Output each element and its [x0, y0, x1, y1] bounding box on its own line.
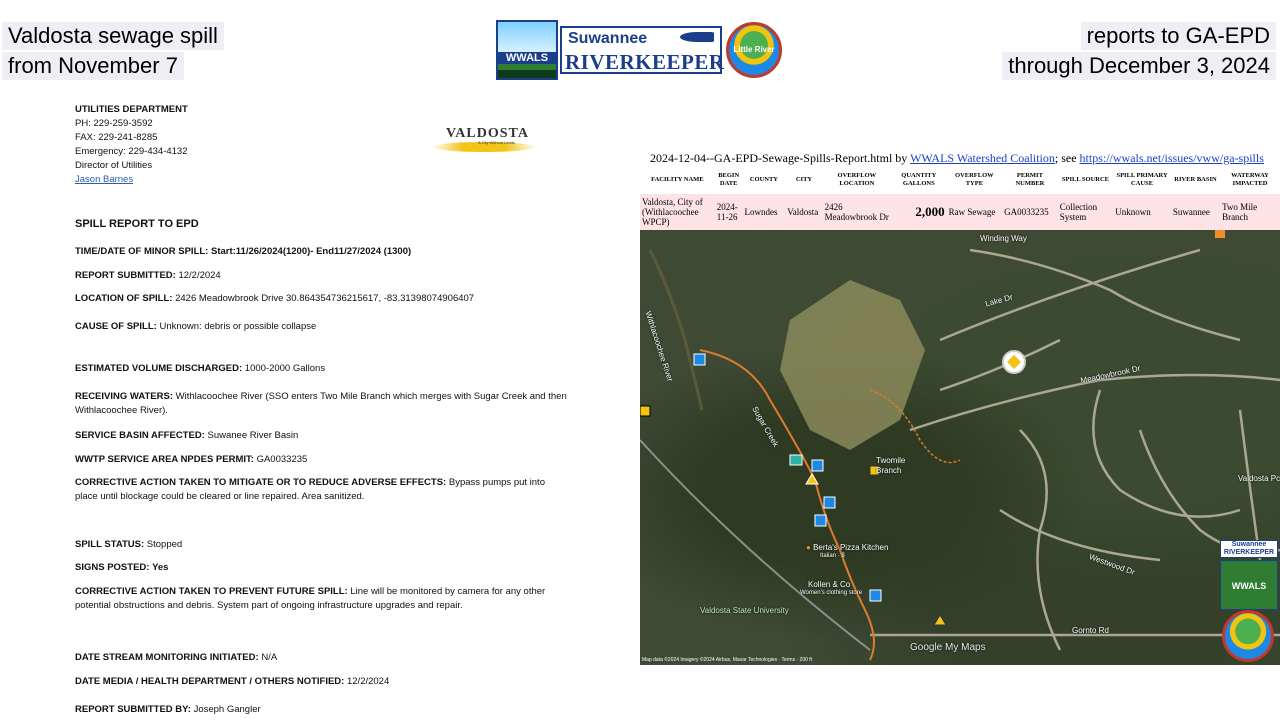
field-value: Line will be monitored by camera for any other potential obstructions and debris. System part of ongoing infrastructure upgrades and repair. — [75, 586, 546, 611]
field-value: Stopped — [146, 539, 183, 550]
poi-dot-icon: ● — [806, 543, 811, 552]
dept-phone: PH: 229-259-3592 — [75, 118, 153, 129]
field-value: Yes — [152, 562, 169, 573]
side-little-river-logo — [1222, 610, 1274, 662]
field-location — [75, 292, 474, 306]
cell-overflow-type: Raw Sewage — [947, 194, 1003, 230]
monitoring-marker-2[interactable] — [812, 460, 823, 471]
monitoring-marker-1[interactable] — [694, 354, 705, 365]
side-riverkeeper-logo: Suwannee RIVERKEEPER — [1220, 540, 1278, 558]
table-header-row — [640, 166, 1280, 194]
field-volume — [75, 362, 325, 376]
field-label: CORRECTIVE ACTION TAKEN TO MITIGATE OR TO REDUCE ADVERSE EFFECTS: — [75, 477, 447, 488]
fish-icon — [680, 32, 714, 42]
cell-spill-primary-cause: Unknown — [1113, 194, 1171, 230]
field-submitted-by — [75, 703, 261, 717]
river-label: Withlacoochee River — [643, 310, 675, 383]
field-notified — [75, 675, 389, 689]
director-name-link[interactable]: Jason Barnes — [75, 174, 134, 185]
cell-facility-name: Valdosta, City of (Withlacoochee WPCP) — [640, 194, 715, 230]
little-river-logo-text: Little River — [733, 45, 775, 54]
satellite-map[interactable] — [640, 230, 1280, 665]
cell-river-basin: Suwannee — [1171, 194, 1220, 230]
bertas-label — [806, 543, 888, 552]
side-wwals-logo: WWALS — [1220, 560, 1278, 610]
field-spill-status — [75, 538, 182, 552]
field-value: 2426 Meadowbrook Drive 30.864354736215617, -83.31398074906407 — [175, 293, 475, 304]
field-value: 1000-2000 Gallons — [244, 363, 326, 374]
field-label: LOCATION OF SPILL: — [75, 293, 173, 304]
field-stream-monitoring — [75, 651, 277, 665]
wwals-logo — [496, 20, 558, 80]
field-label: CAUSE OF SPILL: — [75, 321, 157, 332]
field-value: Joseph Gangler — [193, 704, 261, 715]
field-receiving-waters — [75, 390, 567, 418]
field-value: N/A — [261, 652, 278, 663]
field-label: REPORT SUBMITTED: — [75, 270, 176, 281]
riverkeeper-logo-top: Suwannee — [568, 30, 648, 47]
bertas-name: Berta's Pizza Kitchen — [813, 543, 889, 552]
caption-subtitle-line2: through December 3, 2024 — [1002, 52, 1276, 80]
field-value: Unknown: debris or possible collapse — [159, 321, 317, 332]
table-row — [640, 194, 1280, 230]
col-permit-number: PERMIT NUMBER — [1002, 166, 1058, 194]
field-value: Bypass pumps put into place until blockage could be cleared or line repaired. Area sanitized. — [75, 477, 545, 502]
field-value: Withlacoochee River (SSO enters Two Mile Branch which merges with Sugar Creek and then Withlacoochee River). — [75, 391, 567, 416]
field-npdes-permit — [75, 453, 307, 467]
map-overlay — [640, 230, 1280, 665]
side-logos — [1220, 540, 1278, 662]
col-spill-primary-cause: SPILL PRIMARY CAUSE — [1113, 166, 1171, 194]
monitoring-marker-3[interactable] — [824, 497, 835, 508]
director-title: Director of Utilities — [75, 160, 153, 171]
field-value: GA0033235 — [256, 454, 308, 465]
field-report-submitted — [75, 269, 221, 283]
open-field — [780, 280, 925, 450]
col-overflow-location: OVERFLOW LOCATION — [823, 166, 891, 194]
google-mymaps-logo: Google My Maps — [910, 642, 986, 653]
col-waterway-impacted: WATERWAY IMPACTED — [1220, 166, 1280, 194]
sugar-creek-label: Sugar Creek — [750, 405, 781, 449]
col-facility-name: FACILITY NAME — [640, 166, 715, 194]
field-label: TIME/DATE OF MINOR SPILL: — [75, 246, 209, 257]
kollen-sub: Women's clothing store — [800, 590, 863, 596]
col-spill-source: SPILL SOURCE — [1058, 166, 1114, 194]
col-county: COUNTY — [743, 166, 786, 194]
document-heading: SPILL REPORT TO EPD — [75, 218, 199, 230]
cell-waterway-impacted: Two Mile Branch — [1220, 194, 1280, 230]
dept-name: UTILITIES DEPARTMENT — [75, 104, 188, 115]
lake-dr-label: Lake Dr — [984, 292, 1014, 309]
vsu-label: Valdosta State University — [700, 606, 789, 615]
field-mitigation — [75, 476, 567, 504]
cell-quantity-gallons: 2,000 — [891, 194, 947, 230]
col-river-basin: RIVER BASIN — [1171, 166, 1220, 194]
field-time-date — [75, 245, 411, 259]
wwals-link[interactable]: WWALS Watershed Coalition — [910, 151, 1055, 165]
report-title-mid: ; see — [1054, 151, 1080, 165]
field-label: SPILL STATUS: — [75, 539, 145, 550]
caption-subtitle-line1: reports to GA-EPD — [1081, 22, 1276, 50]
kollen-label: Kollen & Co — [808, 580, 851, 589]
field-value: 12/2/2024 — [346, 676, 390, 687]
caption-title-line2: from November 7 — [2, 52, 184, 80]
meadowbrook-label: Meadowbrook Dr — [1079, 363, 1142, 386]
westwood-label: Westwood Dr — [1087, 552, 1136, 577]
cell-overflow-location: 2426 Meadowbrook Dr — [823, 194, 891, 230]
col-city: CITY — [785, 166, 822, 194]
col-begin-date: BEGIN DATE — [715, 166, 743, 194]
yellow-diamond-marker[interactable] — [934, 615, 946, 625]
teal-marker[interactable] — [790, 455, 802, 465]
wwals-logo-base — [498, 70, 556, 78]
cell-permit-number: GA0033235 — [1002, 194, 1058, 230]
field-label: SIGNS POSTED: — [75, 562, 150, 573]
valdosta-logo-tagline: A City Without Limits — [478, 140, 515, 145]
field-service-basin — [75, 429, 298, 443]
roads — [870, 250, 1280, 650]
riverkeeper-logo-bottom: RIVERKEEPER — [565, 50, 725, 74]
little-river-logo — [726, 22, 782, 78]
caption-title-line1: Valdosta sewage spill — [2, 22, 224, 50]
dept-emergency: Emergency: 229-434-4132 — [75, 146, 188, 157]
monitoring-marker-5[interactable] — [870, 590, 881, 601]
valdosta-logo-word: VALDOSTA — [446, 126, 529, 141]
field-cause — [75, 320, 316, 334]
spill-report-table — [640, 166, 1280, 230]
warning-marker[interactable] — [806, 474, 818, 484]
field-label: ESTIMATED VOLUME DISCHARGED: — [75, 363, 243, 374]
winding-way-label: Winding Way — [980, 234, 1027, 243]
field-value: 12/2/2024 — [178, 270, 221, 281]
field-value: Suwanee River Basin — [207, 430, 299, 441]
col-overflow-type: OVERFLOW TYPE — [947, 166, 1003, 194]
report-title-prefix: 2024-12-04--GA-EPD-Sewage-Spills-Report.html by — [650, 151, 911, 165]
field-label: DATE MEDIA / HEALTH DEPARTMENT / OTHERS NOTIFIED: — [75, 676, 345, 687]
bertas-sub: Italian · $ — [820, 553, 845, 559]
valdosta-city-logo — [432, 124, 536, 154]
wwals-logo-text: WWALS — [498, 52, 556, 64]
report-title — [650, 151, 1264, 166]
spill-location-marker[interactable] — [1002, 350, 1026, 374]
cell-spill-source: Collection System — [1058, 194, 1114, 230]
edge-marker[interactable] — [640, 406, 650, 416]
orange-marker[interactable] — [1215, 230, 1225, 238]
dept-fax: FAX: 229-241-8285 — [75, 132, 158, 143]
suwannee-riverkeeper-logo — [560, 26, 725, 74]
field-label: REPORT SUBMITTED BY: — [75, 704, 191, 715]
monitoring-marker-4[interactable] — [815, 515, 826, 526]
field-label: WWTP SERVICE AREA NPDES PERMIT: — [75, 454, 254, 465]
field-label: SERVICE BASIN AFFECTED: — [75, 430, 205, 441]
col-quantity-gallons: QUANTITY GALLONS — [891, 166, 947, 194]
field-prevention — [75, 585, 567, 613]
field-label: DATE STREAM MONITORING INITIATED: — [75, 652, 259, 663]
field-signs-posted — [75, 561, 168, 575]
cell-city: Valdosta — [785, 194, 822, 230]
field-label: CORRECTIVE ACTION TAKEN TO PREVENT FUTURE SPILL: — [75, 586, 348, 597]
twomile-label: Twomile Branch — [876, 456, 906, 475]
field-value: Start:11/26/2024(1200)- End11/27/2024 (1300) — [210, 246, 412, 257]
valdosta-pc-label: Valdosta Pc — [1238, 474, 1280, 483]
ga-spills-link[interactable]: https://wwals.net/issues/vww/ga-spills — [1079, 151, 1264, 165]
cell-county: Lowndes — [743, 194, 786, 230]
cell-begin-date: 2024-11-26 — [715, 194, 743, 230]
field-label: RECEIVING WATERS: — [75, 391, 173, 402]
gornto-rd-label: Gornto Rd — [1072, 626, 1109, 635]
map-attribution: Map data ©2024 Imagery ©2024 Airbus, Maxar Technologies · Terms · 200 ft — [642, 657, 813, 663]
